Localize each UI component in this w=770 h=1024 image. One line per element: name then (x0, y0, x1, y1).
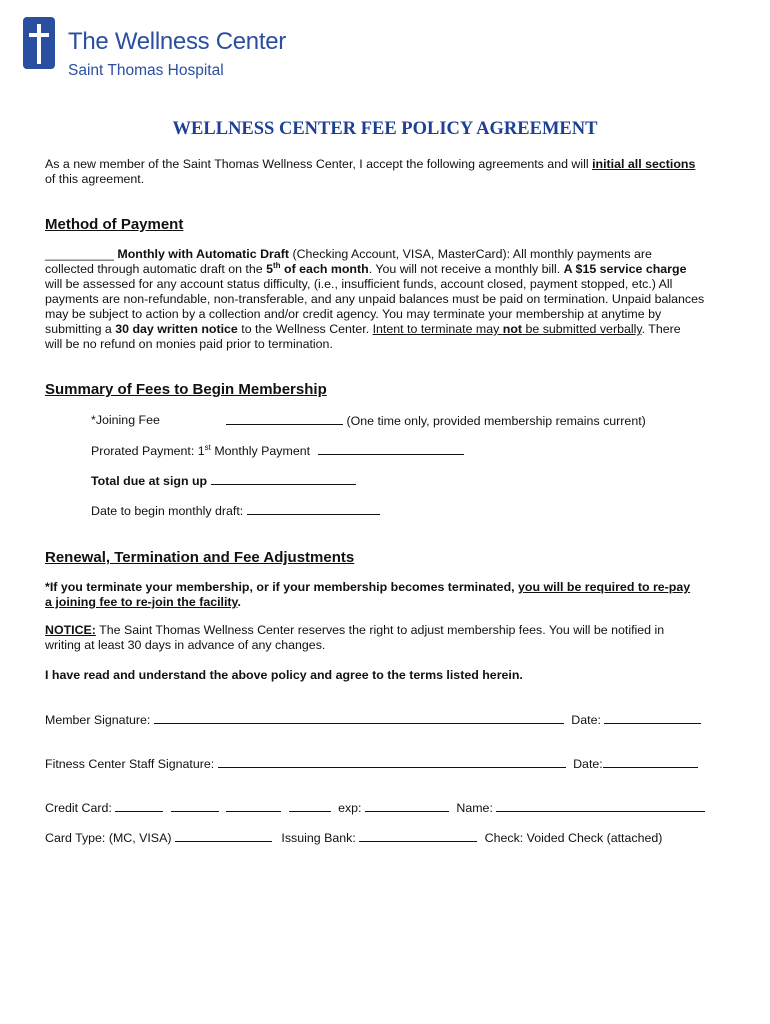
card-type-input[interactable] (175, 830, 272, 842)
notice-text: The Saint Thomas Wellness Center reserves the right to adjust membership fees. You will be notified in (95, 623, 665, 637)
payment-text: of each month (280, 262, 369, 276)
section-heading-fees: Summary of Fees to Begin Membership (45, 381, 327, 398)
section-heading-renewal: Renewal, Termination and Fee Adjustments (45, 549, 355, 566)
intro-emphasis: initial all sections (592, 157, 696, 171)
joining-fee-input[interactable] (226, 413, 343, 425)
name-label: Name: (456, 801, 493, 815)
section-heading-payment: Method of Payment (45, 216, 184, 233)
intro-paragraph (45, 157, 725, 187)
payment-text: 5 (266, 262, 274, 276)
draft-date-label: Date to begin monthly draft: (91, 504, 244, 518)
check-label: Check: Voided Check (attached) (484, 831, 663, 845)
payment-method-label: Monthly with Automatic Draft (117, 247, 289, 261)
logo (23, 17, 286, 87)
payment-text: payments are non-refundable, non-transferable, and any unpaid balances must be paid on termination. Unpaid balances (45, 292, 705, 306)
org-name: The Wellness Center (68, 28, 286, 55)
document-title: WELLNESS CENTER FEE POLICY AGREEMENT (172, 119, 598, 139)
renewal-text: *If you terminate your membership, or if your membership becomes terminated, (45, 580, 519, 594)
payment-text: be submitted verbally (522, 322, 642, 336)
staff-signature-input[interactable] (218, 756, 566, 768)
payment-text: will be no refund on monies paid prior to termination. (45, 337, 333, 351)
payment-text: . You will not receive a monthly bill. (368, 262, 564, 276)
exp-input[interactable] (365, 800, 449, 812)
joining-fee-note: (One time only, provided membership remains current) (346, 414, 646, 428)
total-row (91, 473, 356, 489)
renewal-paragraph (45, 580, 725, 610)
renewal-text: . (237, 595, 241, 609)
total-label: Total due at sign up (91, 474, 208, 488)
issuing-bank-input[interactable] (359, 830, 477, 842)
prorated-label: Monthly Payment (210, 444, 311, 458)
draft-date-row (91, 503, 380, 519)
renewal-text: you will be required to re-pay (518, 580, 691, 594)
draft-date-input[interactable] (247, 503, 380, 515)
member-date-input[interactable] (604, 712, 701, 724)
prorated-label: st (204, 442, 211, 452)
credit-card-input-2[interactable] (171, 800, 219, 812)
service-charge-text: A $15 service charge (563, 262, 687, 276)
credit-card-input-1[interactable] (115, 800, 163, 812)
intro-end: of this agreement. (45, 172, 145, 186)
prorated-input[interactable] (318, 443, 464, 455)
notice-label: NOTICE: (45, 623, 96, 637)
initial-blank[interactable]: __________ (45, 247, 114, 261)
credit-card-label: Credit Card: (45, 801, 112, 815)
joining-fee-label: *Joining Fee (91, 413, 160, 427)
credit-card-row (45, 800, 705, 816)
credit-card-input-4[interactable] (289, 800, 331, 812)
staff-signature-row (45, 756, 698, 772)
prorated-label: Prorated Payment: 1 (91, 444, 205, 458)
notice-paragraph (45, 623, 725, 653)
payment-text: (Checking Account, VISA, MasterCard): All monthly payments are (289, 247, 652, 261)
joining-fee-field (226, 413, 646, 429)
joining-fee-row (91, 413, 160, 428)
card-type-row (45, 830, 662, 846)
payment-text: collected through automatic draft on the (45, 262, 267, 276)
card-type-label: Card Type: (MC, VISA) (45, 831, 172, 845)
agreement-statement: I have read and understand the above policy and agree to the terms listed herein. (45, 668, 523, 682)
member-date-label: Date: (571, 713, 601, 727)
payment-text: th (273, 260, 281, 270)
payment-text: submitting a (45, 322, 116, 336)
payment-text: 30 day written notice (115, 322, 238, 336)
staff-date-input[interactable] (603, 756, 698, 768)
total-input[interactable] (211, 473, 356, 485)
issuing-bank-label: Issuing Bank: (281, 831, 356, 845)
staff-date-label: Date: (573, 757, 603, 771)
member-signature-input[interactable] (154, 712, 564, 724)
org-subtitle: Saint Thomas Hospital (68, 62, 224, 79)
payment-text: not (502, 322, 523, 336)
prorated-row (91, 443, 464, 459)
payment-paragraph (45, 247, 725, 352)
payment-text: will be assessed for any account status difficulty, (i.e., insufficient funds, account closed, payment stopped, etc.) All (45, 277, 673, 291)
renewal-text: a joining fee to re-join the facility (45, 595, 238, 609)
exp-label: exp: (338, 801, 362, 815)
member-signature-row (45, 712, 701, 728)
cross-icon (23, 17, 55, 69)
payment-text: may be subject to action by a collection and/or credit agency. You may terminate your membership at anytime by (45, 307, 662, 321)
intro-text: As a new member of the Saint Thomas Wellness Center, I accept the following agreements and will (45, 157, 593, 171)
member-signature-label: Member Signature: (45, 713, 151, 727)
payment-text: . There (641, 322, 681, 336)
payment-text: Intent to terminate may (372, 322, 503, 336)
credit-card-input-3[interactable] (226, 800, 281, 812)
staff-signature-label: Fitness Center Staff Signature: (45, 757, 215, 771)
name-input[interactable] (496, 800, 705, 812)
payment-text: to the Wellness Center. (237, 322, 373, 336)
notice-text: writing at least 30 days in advance of any changes. (45, 638, 326, 652)
